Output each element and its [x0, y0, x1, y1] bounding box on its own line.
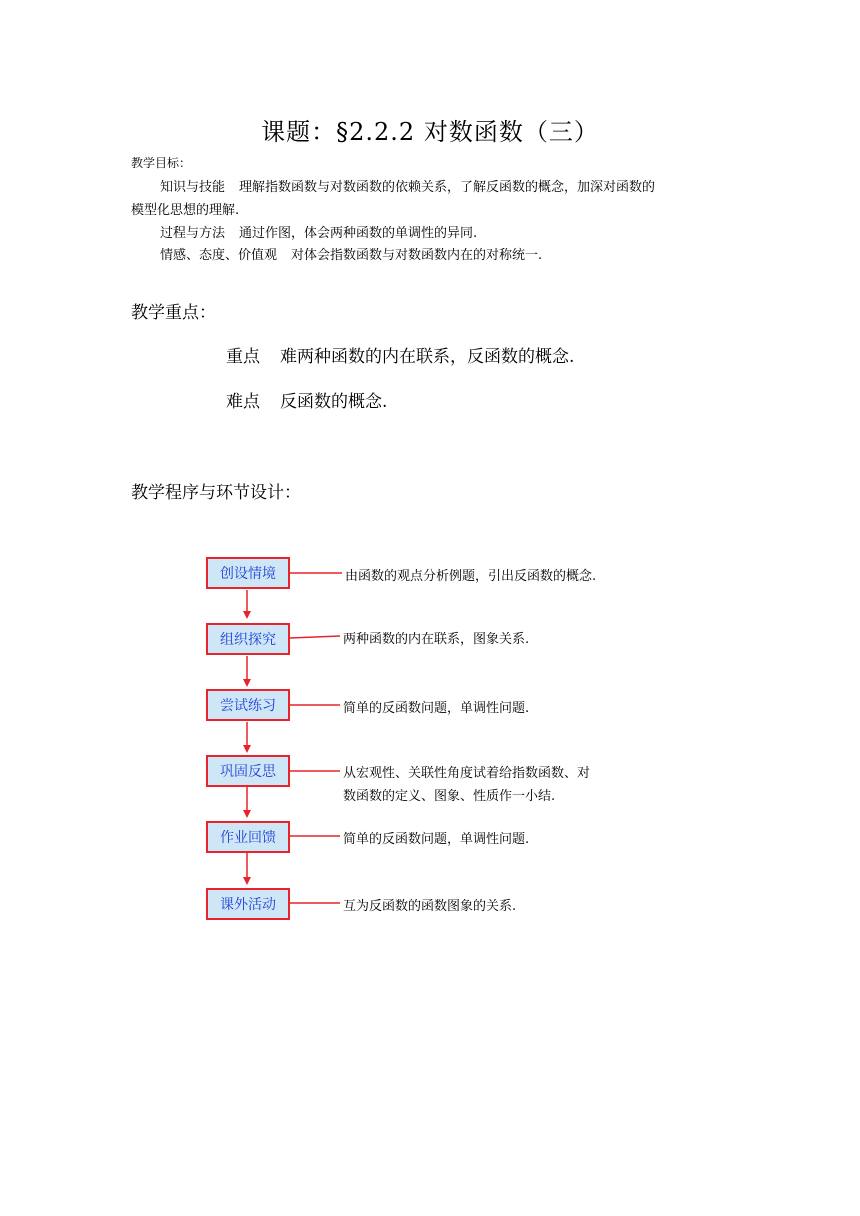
procedure-heading: 教学程序与环节设计：	[131, 483, 301, 503]
flow-step-homework-feedback: 作业回馈	[206, 821, 290, 853]
key-point-head: 难点	[226, 392, 260, 412]
goal-head: 情感、态度、价值观	[160, 248, 278, 263]
goal-text: 理解指数函数与对数函数的依赖关系，了解反函数的概念，加深对函数的	[239, 180, 656, 195]
key-points-heading: 教学重点：	[131, 303, 216, 323]
flow-desc-4a: 从宏观性、关联性角度试着给指数函数、对	[343, 766, 591, 781]
key-point-head: 重点	[226, 347, 260, 367]
page-title: 课题：§2.2.2 对数函数（三）	[261, 118, 599, 146]
goal-knowledge-cont: 模型化思想的理解.	[131, 203, 240, 218]
key-point-text: 难两种函数的内在联系，反函数的概念.	[280, 347, 575, 367]
flow-step-create-situation: 创设情境	[206, 557, 290, 589]
goal-head: 知识与技能	[160, 180, 226, 195]
goal-head: 过程与方法	[160, 226, 226, 241]
key-point-text: 反函数的概念.	[280, 392, 388, 412]
flow-step-consolidate-reflect: 巩固反思	[206, 755, 290, 787]
flow-desc-6: 互为反函数的函数图象的关系.	[343, 899, 517, 914]
goal-text: 通过作图，体会两种函数的单调性的异同.	[239, 226, 478, 241]
flow-desc-2: 两种函数的内在联系，图象关系.	[343, 632, 530, 647]
flow-desc-5: 简单的反函数问题，单调性问题.	[343, 832, 530, 847]
flow-step-try-practice: 尝试练习	[206, 689, 290, 721]
flow-step-organize-inquiry: 组织探究	[206, 623, 290, 655]
flow-desc-3: 简单的反函数问题，单调性问题.	[343, 701, 530, 716]
flow-desc-4b: 数函数的定义、图象、性质作一小结.	[343, 789, 556, 804]
goals-label: 教学目标：	[131, 156, 192, 170]
connector-2	[290, 636, 340, 638]
flow-desc-1: 由函数的观点分析例题，引出反函数的概念.	[345, 569, 597, 584]
goal-text: 对体会指数函数与对数函数内在的对称统一.	[291, 248, 543, 263]
flow-step-extracurricular: 课外活动	[206, 888, 290, 920]
